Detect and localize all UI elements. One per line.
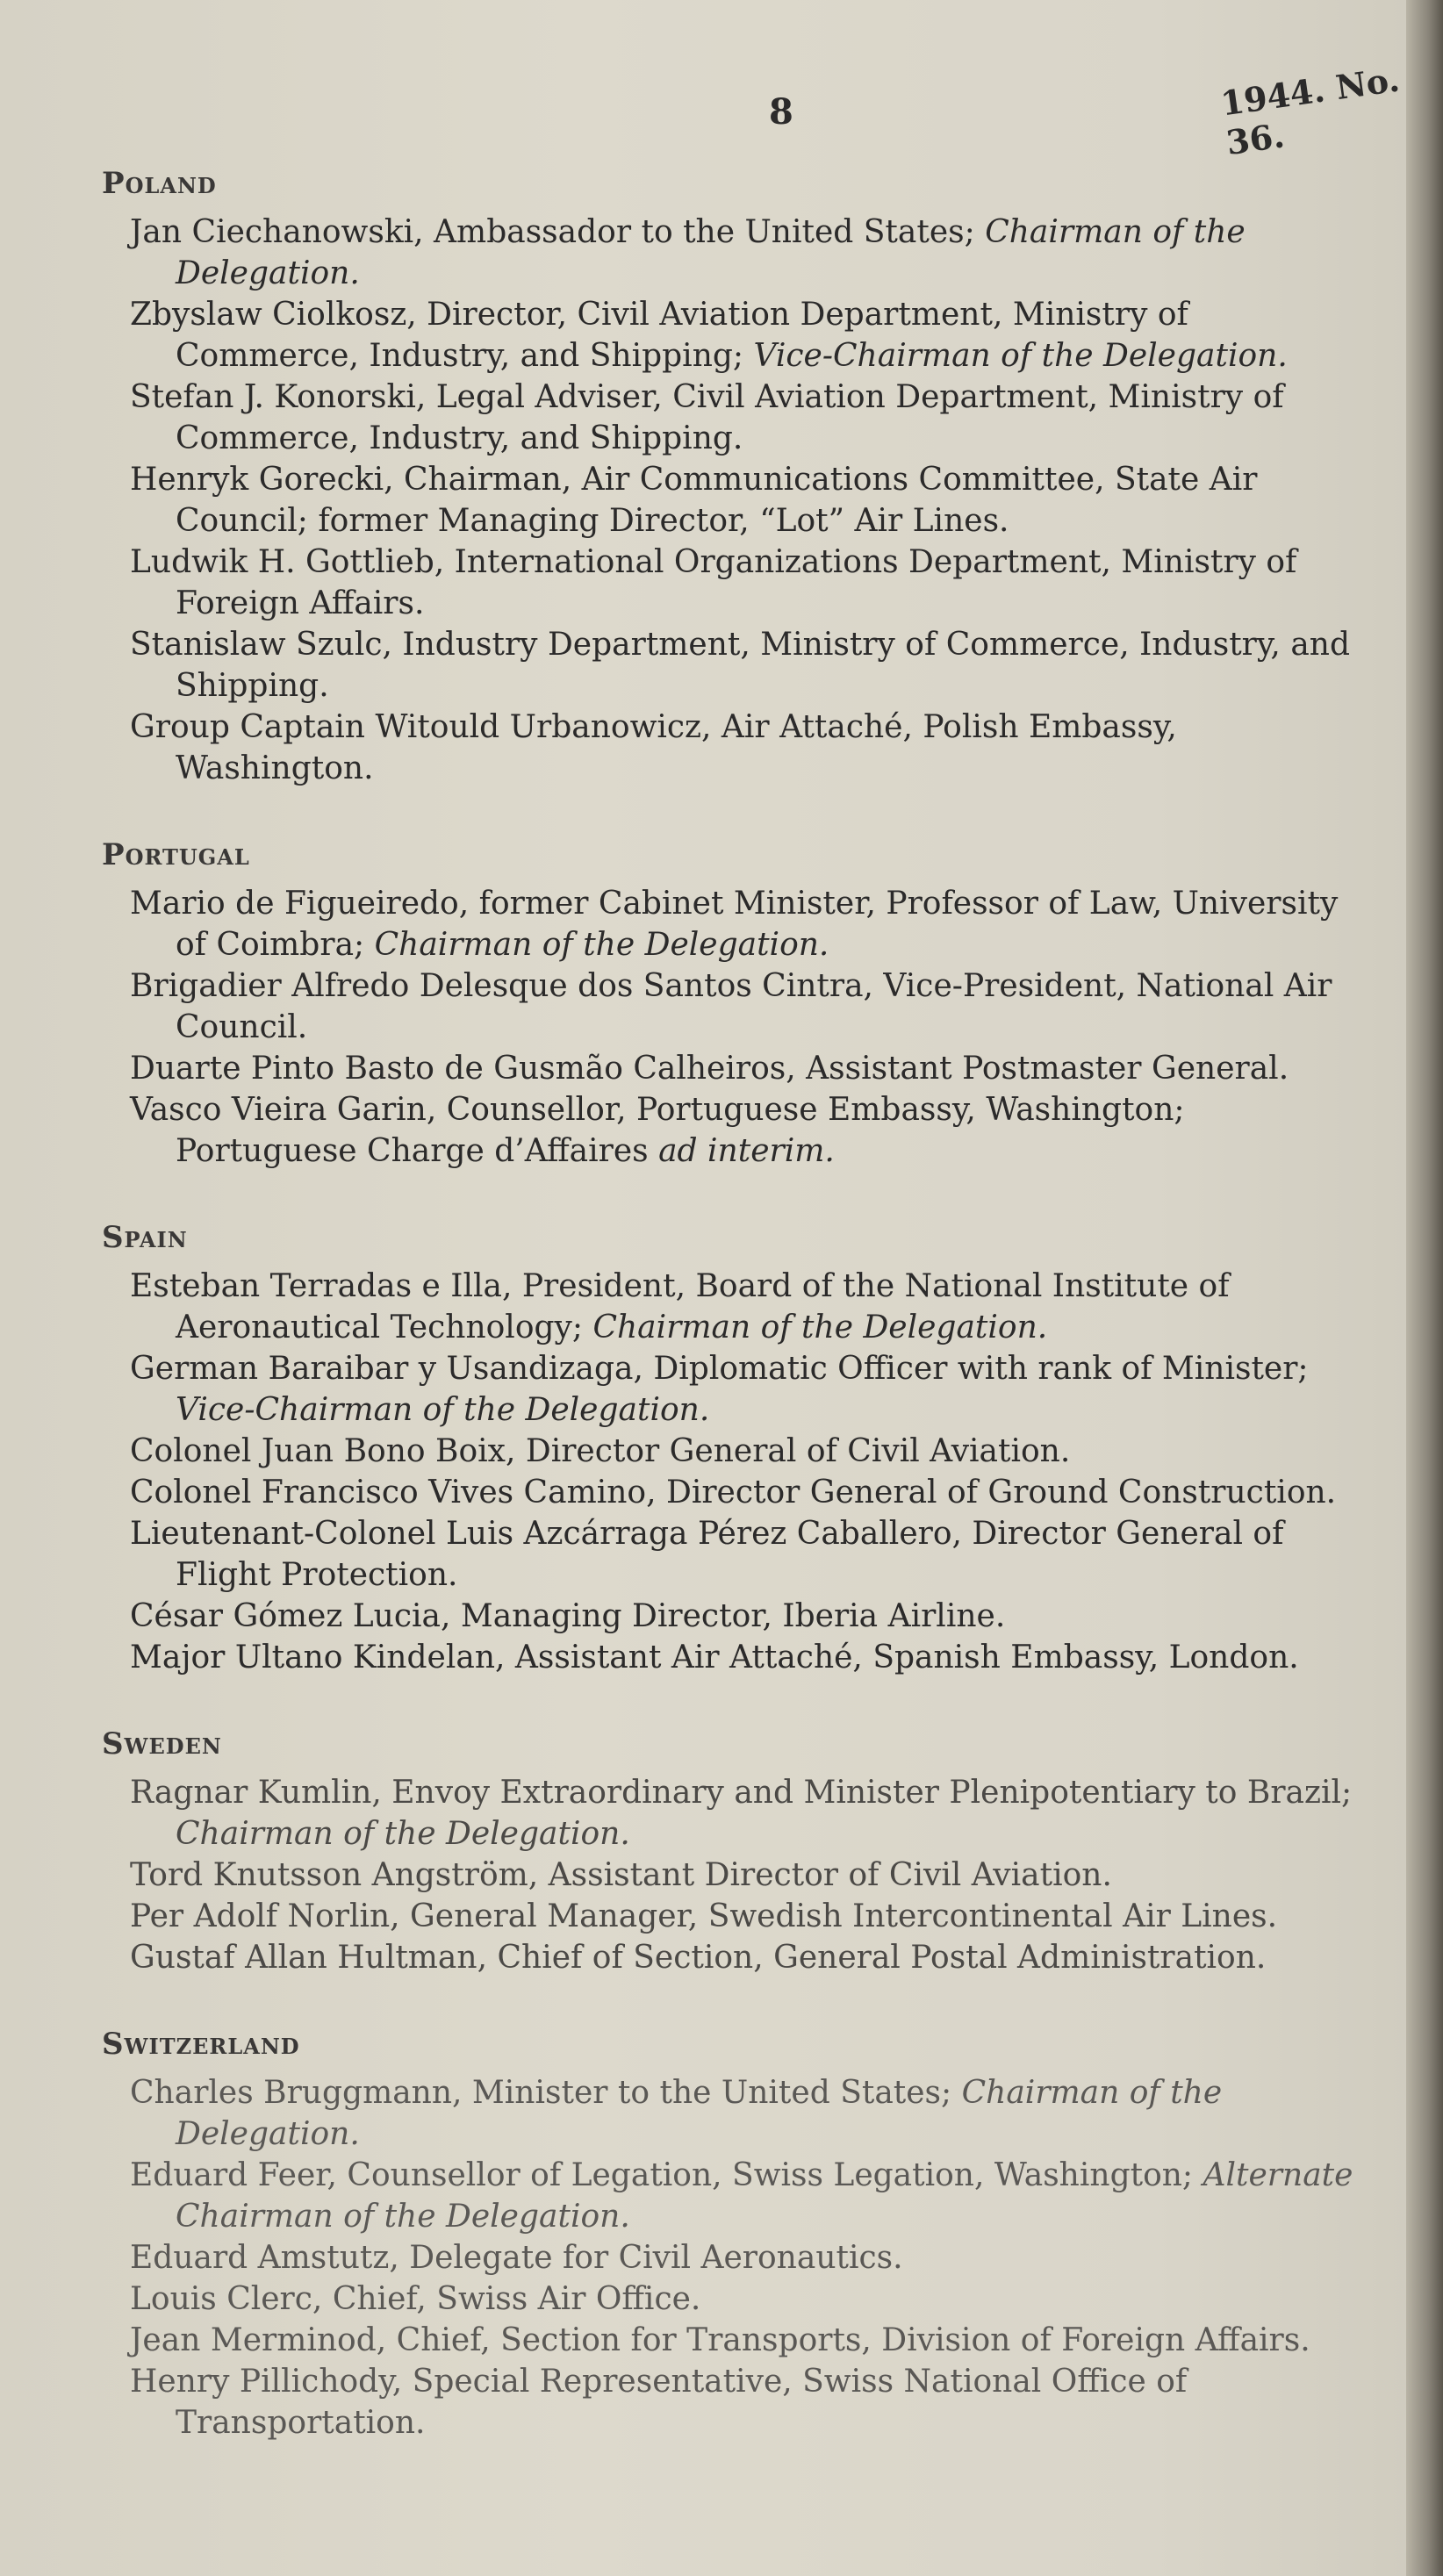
page-number: 8 xyxy=(769,91,793,133)
country-section-spain xyxy=(91,1217,1373,1678)
delegate-text: Brigadier Alfredo Delesque dos Santos Cintra, Vice-President, National Air Council. xyxy=(130,968,1332,1045)
delegate-entry xyxy=(91,1266,1373,1348)
delegate-text: César Gómez Lucia, Managing Director, Iberia Airline. xyxy=(130,1598,1006,1634)
delegate-entry xyxy=(91,2072,1373,2155)
delegate-role: Chairman of the Delegation. xyxy=(592,1310,1048,1345)
delegate-role: Chairman of the Delegation. xyxy=(176,2075,1223,2152)
country-section-poland xyxy=(91,163,1373,789)
delegate-text: Gustaf Allan Hultman, Chief of Section, General Postal Administration. xyxy=(130,1940,1267,1976)
delegate-entry xyxy=(91,1772,1373,1855)
delegate-entry xyxy=(91,1348,1373,1431)
delegate-role: Chairman of the Delegation. xyxy=(176,1816,630,1852)
delegate-entry xyxy=(91,1048,1373,1089)
delegate-entry xyxy=(91,1855,1373,1896)
delegate-text: Tord Knutsson Angström, Assistant Director of Civil Aviation. xyxy=(130,1857,1112,1893)
country-heading: Poland xyxy=(102,166,217,201)
delegate-role: Alternate Chairman of the Delegation. xyxy=(176,2157,1353,2235)
delegate-role: Vice-Chairman of the Delegation. xyxy=(176,1392,710,1428)
delegate-text: Vasco Vieira Garin, Counsellor, Portuguese Embassy, Washington; Portuguese Charge d’Affaires xyxy=(130,1092,1185,1169)
delegate-entry xyxy=(91,624,1373,707)
delegate-text: Eduard Feer, Counsellor of Legation, Swiss Legation, Washington; xyxy=(130,2157,1203,2193)
delegate-role: Vice-Chairman of the Delegation. xyxy=(753,338,1288,374)
country-heading: Spain xyxy=(102,1220,188,1255)
delegate-entry xyxy=(91,1089,1373,1172)
delegate-entry xyxy=(91,1637,1373,1678)
delegate-entry xyxy=(91,542,1373,624)
delegate-entry xyxy=(91,2237,1373,2278)
country-section-switzerland xyxy=(91,2024,1373,2443)
delegate-entry xyxy=(91,2155,1373,2237)
delegate-text: Duarte Pinto Basto de Gusmão Calheiros, Assistant Postmaster General. xyxy=(130,1051,1289,1087)
delegate-entry xyxy=(91,883,1373,965)
delegate-entry xyxy=(91,1896,1373,1937)
delegate-entry xyxy=(91,2320,1373,2361)
delegate-role: Chairman of the Delegation. xyxy=(176,214,1246,291)
delegate-role: ad interim. xyxy=(658,1133,835,1169)
delegate-entry xyxy=(91,377,1373,459)
country-heading: Sweden xyxy=(102,1726,222,1762)
delegate-entry xyxy=(91,459,1373,542)
delegate-text: Ragnar Kumlin, Envoy Extraordinary and Minister Plenipotentiary to Brazil; xyxy=(130,1775,1353,1811)
country-section-sweden xyxy=(91,1724,1373,1978)
page-header xyxy=(0,59,1443,163)
delegate-text: Group Captain Witould Urbanowicz, Air Attaché, Polish Embassy, Washington. xyxy=(130,709,1177,786)
year-and-number: 1944. No. 36. xyxy=(1218,59,1403,163)
delegate-text: German Baraibar y Usandizaga, Diplomatic Officer with rank of Minister; xyxy=(130,1351,1309,1387)
delegate-text: Colonel Juan Bono Boix, Director General of Civil Aviation. xyxy=(130,1433,1071,1469)
delegate-text: Esteban Terradas e Illa, President, Board of the National Institute of Aeronautical Technology; xyxy=(130,1268,1230,1345)
delegate-entry xyxy=(91,965,1373,1048)
country-heading: Switzerland xyxy=(102,2027,300,2062)
delegate-text: Mario de Figueiredo, former Cabinet Minister, Professor of Law, University of Coimbra; xyxy=(130,886,1339,963)
delegate-text: Eduard Amstutz, Delegate for Civil Aeronautics. xyxy=(130,2240,903,2276)
delegate-entry xyxy=(91,1513,1373,1596)
delegate-text: Louis Clerc, Chief, Swiss Air Office. xyxy=(130,2281,701,2317)
delegate-text: Stefan J. Konorski, Legal Adviser, Civil Aviation Department, Ministry of Commerce, Industry, and Shipping. xyxy=(130,379,1284,456)
delegate-entry xyxy=(91,1431,1373,1472)
delegate-text: Henryk Gorecki, Chairman, Air Communications Committee, State Air Council; former Managing Director, “Lot” Air Lines. xyxy=(130,462,1258,539)
delegate-entry xyxy=(91,294,1373,377)
delegate-text: Jean Merminod, Chief, Section for Transports, Division of Foreign Affairs. xyxy=(130,2322,1310,2358)
delegate-text: Charles Bruggmann, Minister to the United States; xyxy=(130,2075,962,2111)
delegate-text: Per Adolf Norlin, General Manager, Swedish Intercontinental Air Lines. xyxy=(130,1898,1278,1934)
delegate-entry xyxy=(91,1596,1373,1637)
country-heading: Portugal xyxy=(102,837,250,872)
delegate-text: Zbyslaw Ciolkosz, Director, Civil Aviation Department, Ministry of Commerce, Industry, and Shipping; xyxy=(130,297,1188,374)
delegate-entry xyxy=(91,212,1373,294)
delegate-entry xyxy=(91,1472,1373,1513)
delegate-entry xyxy=(91,2361,1373,2443)
delegate-text: Major Ultano Kindelan, Assistant Air Attaché, Spanish Embassy, London. xyxy=(130,1640,1299,1675)
delegate-text: Henry Pillichody, Special Representative, Swiss National Office of Transportation. xyxy=(130,2364,1188,2441)
delegate-entry xyxy=(91,707,1373,789)
delegate-entry xyxy=(91,2278,1373,2320)
delegate-role: Chairman of the Delegation. xyxy=(374,927,829,963)
book-binding-edge xyxy=(1406,0,1443,2576)
delegate-text: Stanislaw Szulc, Industry Department, Ministry of Commerce, Industry, and Shipping. xyxy=(130,627,1351,704)
delegate-entry xyxy=(91,1937,1373,1978)
delegate-text: Lieutenant-Colonel Luis Azcárraga Pérez Caballero, Director General of Flight Protection. xyxy=(130,1516,1284,1593)
delegation-list xyxy=(91,163,1373,2443)
country-section-portugal xyxy=(91,835,1373,1172)
delegate-text: Jan Ciechanowski, Ambassador to the United States; xyxy=(130,214,986,250)
delegate-text: Colonel Francisco Vives Camino, Director General of Ground Construction. xyxy=(130,1475,1337,1510)
delegate-text: Ludwik H. Gottlieb, International Organizations Department, Ministry of Foreign Affairs. xyxy=(130,544,1297,621)
